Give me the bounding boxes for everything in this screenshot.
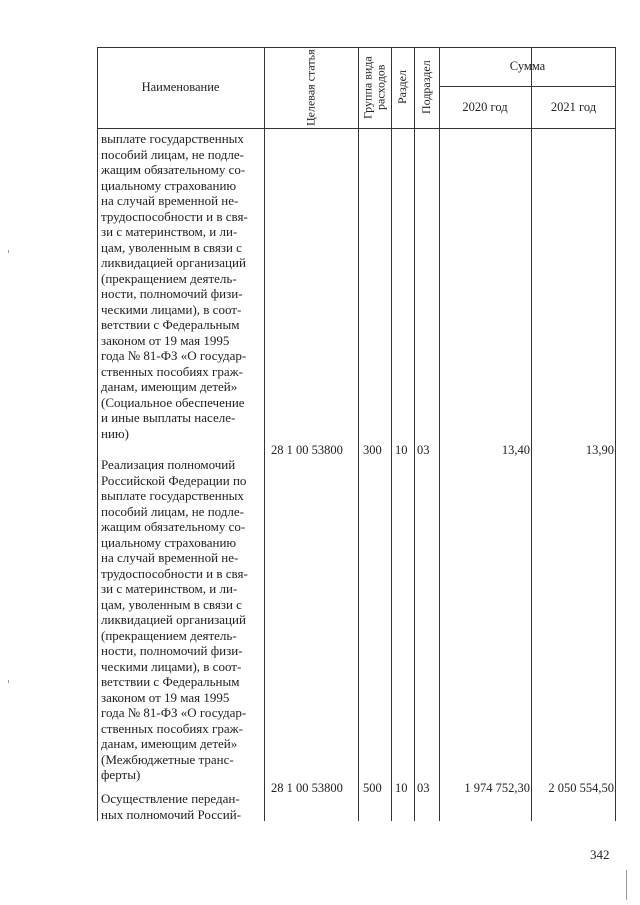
row-2-name: Реализация полномочий Российской Федерации по выплате государственных пособий лицам, не подле- жащим обязательному со- циальному страхованию на случай временной не- трудоспособности и в свя- зи с материнством, и ли- цам, уволенным в связи с ликвидацией организаций (прекращением деятель- ности, полномочий физи- ческими лицами), в соот- ветствии с Федеральным законом от 19 мая 1995 года № 81-ФЗ «О государ- ственных пособиях граж- данам, имеющим детей» (Межбюджетные транс- ферты) — [101, 457, 248, 782]
row-1-section: 10 — [395, 443, 408, 457]
row-2-article: 28 1 00 53800 — [271, 781, 343, 795]
row-1-sum-2021: 13,90 — [585, 443, 614, 457]
row-2-group: 500 — [363, 781, 382, 795]
row-1-name: выплате государственных пособий лицам, не подле- жащим обязательному со- циальному страхованию на случай временной не- трудоспособности и в свя- зи с материнством, и ли- цам, уволенным в связи с ликвидацией организаций (прекращением деятель- ности, полномочий физи- ческими лицами), в соот- ветствии с Федеральным законом от 19 мая 1995 года № 81-ФЗ «О государ- ственных пособиях граж- данам, имеющим детей» (Социальное обеспечение и иные выплаты населе- нию) — [101, 131, 248, 441]
header-expense-group: Группа вида расходов — [360, 56, 388, 119]
header-section: Раздел — [395, 70, 409, 105]
scan-mark — [626, 870, 627, 900]
scan-mark — [8, 250, 9, 253]
row-3-name: Осуществление передан- ных полномочий Россий- — [101, 791, 242, 822]
row-1-group: 300 — [363, 443, 382, 457]
row-2-sum-2021: 2 050 554,50 — [548, 781, 614, 795]
row-2-section: 10 — [395, 781, 408, 795]
header-name: Наименование — [141, 80, 220, 94]
budget-table — [97, 47, 616, 821]
header-target-article: Целевая статья — [303, 49, 318, 126]
row-1-sum-2020: 13,40 — [501, 443, 530, 457]
header-sum: Сумма — [509, 59, 546, 73]
header-subsection: Подраздел — [419, 60, 433, 115]
header-year-2020: 2020 год — [462, 99, 508, 114]
row-1-subsection: 03 — [417, 443, 430, 457]
row-2-sum-2020: 1 974 752,30 — [464, 781, 530, 795]
row-2-subsection: 03 — [417, 781, 430, 795]
row-1-article: 28 1 00 53800 — [271, 443, 343, 457]
scan-mark — [8, 680, 9, 683]
page-number: 342 — [590, 847, 610, 862]
header-year-2021: 2021 год — [550, 99, 597, 114]
